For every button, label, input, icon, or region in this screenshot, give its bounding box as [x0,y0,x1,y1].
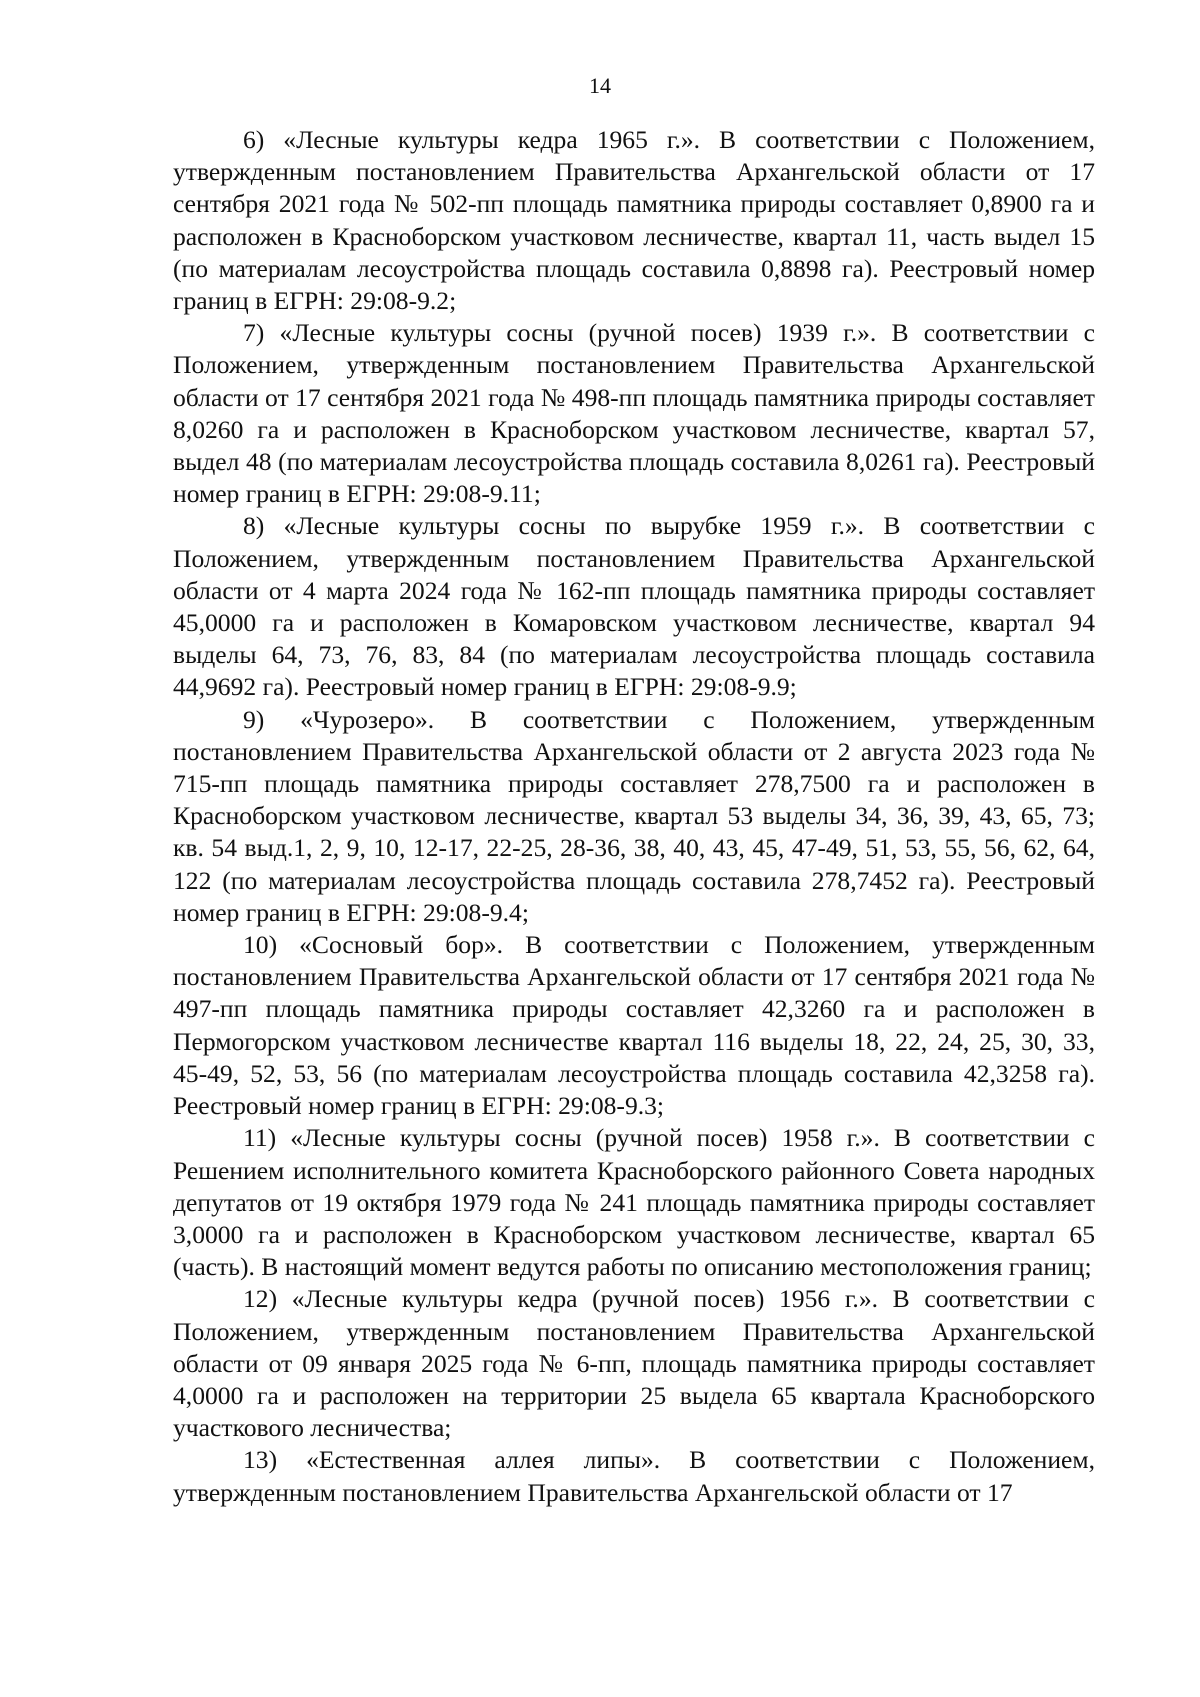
document-body [173,124,1095,1509]
paragraph-item-11: 11) «Лесные культуры сосны (ручной посев) 1958 г.». В соответствии с Решением исполнительного комитета Красноборского районного Совета народных депутатов от 19 октября 1979 года № 241 площадь памятника природы составляет 3,0000 га и расположен в Красноборском участковом лесничестве, квартал 65 (часть). В настоящий момент ведутся работы по описанию местоположения границ; [173,1123,1095,1282]
page-number: 14 [589,73,611,98]
paragraph-item-9: 9) «Чурозеро». В соответствии с Положением, утвержденным постановлением Правительства Архангельской области от 2 августа 2023 года № 715-пп площадь памятника природы составляет 278,7500 га и расположен в Красноборском участковом лесничестве, квартал 53 выделы 34, 36, 39, 43, 65, 73; кв. 54 выд.1, 2, 9, 10, 12-17, 22-25, 28-36, 38, 40, 43, 45, 47-49, 51, 53, 55, 56, 62, 64, 122 (по материалам лесоустройства площадь составила 278,7452 га). Реестровый номер границ в ЕГРН: 29:08-9.4; [173,704,1095,927]
paragraph-item-8: 8) «Лесные культуры сосны по вырубке 1959 г.». В соответствии с Положением, утвержденным постановлением Правительства Архангельской области от 4 марта 2024 года № 162-пп площадь памятника природы составляет 45,0000 га и расположен в Комаровском участковом лесничестве, квартал 94 выделы 64, 73, 76, 83, 84 (по материалам лесоустройства площадь составила 44,9692 га). Реестровый номер границ в ЕГРН: 29:08-9.9; [173,511,1095,702]
paragraph-item-10: 10) «Сосновый бор». В соответствии с Положением, утвержденным постановлением Правительства Архангельской области от 17 сентября 2021 года № 497-пп площадь памятника природы составляет 42,3260 га и расположен в Пермогорском участковом лесничестве квартал 116 выделы 18, 22, 24, 25, 30, 33, 45-49, 52, 53, 56 (по материалам лесоустройства площадь составила 42,3258 га). Реестровый номер границ в ЕГРН: 29:08-9.3; [173,930,1095,1121]
paragraph-item-6: 6) «Лесные культуры кедра 1965 г.». В соответствии с Положением, утвержденным постановлением Правительства Архангельской области от 17 сентября 2021 года № 502-пп площадь памятника природы составляет 0,8900 га и расположен в Красноборском участковом лесничестве, квартал 11, часть выдел 15 (по материалам лесоустройства площадь составила 0,8898 га). Реестровый номер границ в ЕГРН: 29:08-9.2; [173,125,1095,316]
paragraph-item-12: 12) «Лесные культуры кедра (ручной посев) 1956 г.». В соответствии с Положением, утвержденным постановлением Правительства Архангельской области от 09 января 2025 года № 6-пп, площадь памятника природы составляет 4,0000 га и расположен на территории 25 выдела 65 квартала Красноборского участкового лесничества; [173,1284,1095,1443]
paragraph-item-7: 7) «Лесные культуры сосны (ручной посев) 1939 г.». В соответствии с Положением, утвержденным постановлением Правительства Архангельской области от 17 сентября 2021 года № 498-пп площадь памятника природы составляет 8,0260 га и расположен в Красноборском участковом лесничестве, квартал 57, выдел 48 (по материалам лесоустройства площадь составила 8,0261 га). Реестровый номер границ в ЕГРН: 29:08-9.11; [173,318,1095,509]
paragraph-item-13: 13) «Естественная аллея липы». В соответствии с Положением, утвержденным постановлением Правительства Архангельской области от 17 [173,1445,1095,1507]
